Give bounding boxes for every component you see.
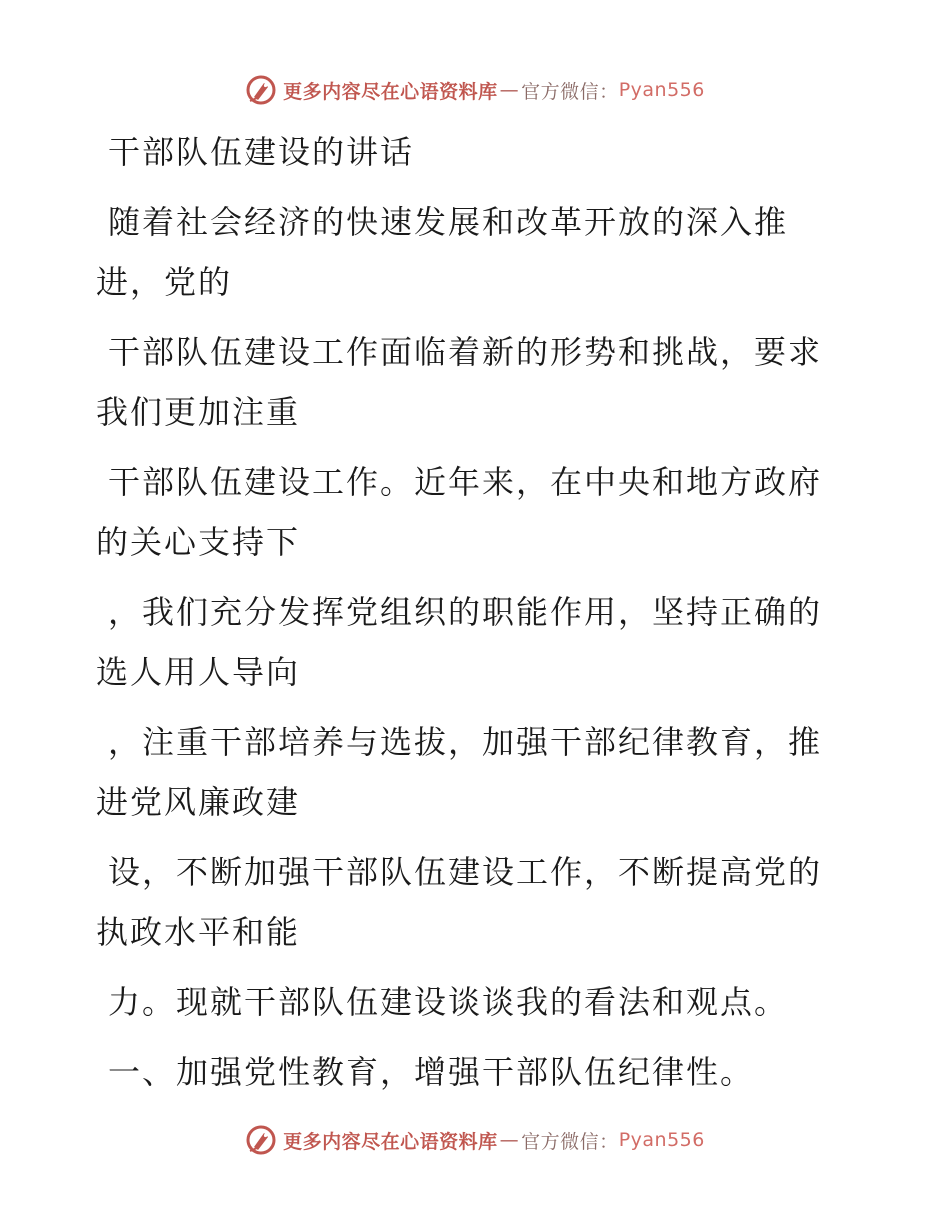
document-body bbox=[96, 122, 836, 1102]
paragraph-line: 设，不断加强干部队伍建设工作，不断提高党的 bbox=[108, 853, 823, 891]
pen-nib-logo-icon bbox=[245, 1124, 277, 1156]
section-heading: 一、加强党性教育，增强干部队伍纪律性。 bbox=[108, 1053, 755, 1091]
paragraph-line: 执政水平和能 bbox=[96, 913, 301, 951]
paragraph-line: ，注重干部培养与选拔，加强干部纪律教育，推 bbox=[108, 723, 823, 761]
header-banner bbox=[0, 70, 950, 110]
banner-main-text: 更多内容尽在心语资料库 bbox=[283, 1130, 498, 1153]
paragraph-line: 进党风廉政建 bbox=[96, 783, 301, 821]
paragraph-line: 的关心支持下 bbox=[96, 523, 301, 561]
paragraph-line: 力。现就干部队伍建设谈谈我的看法和观点。 bbox=[108, 983, 789, 1021]
document-title: 干部队伍建设的讲话 bbox=[108, 133, 415, 171]
paragraph-line: ，我们充分发挥党组织的职能作用，坚持正确的 bbox=[108, 593, 823, 631]
paragraph-line: 我们更加注重 bbox=[96, 393, 301, 431]
banner-main-text: 更多内容尽在心语资料库 bbox=[283, 80, 498, 103]
paragraph-line: 进，党的 bbox=[96, 263, 233, 301]
pen-nib-logo-icon bbox=[245, 74, 277, 106]
banner-wechat-label: 官方微信： bbox=[521, 80, 619, 103]
banner-wechat-id: Pyan556 bbox=[618, 1129, 705, 1151]
paragraph-line: 干部队伍建设工作。近年来，在中央和地方政府 bbox=[108, 463, 823, 501]
footer-banner bbox=[0, 1120, 950, 1160]
paragraph-line: 选人用人导向 bbox=[96, 653, 301, 691]
paragraph-line: 干部队伍建设工作面临着新的形势和挑战，要求 bbox=[108, 333, 823, 371]
paragraph-line: 随着社会经济的快速发展和改革开放的深入推 bbox=[108, 203, 789, 241]
banner-wechat-label: 官方微信： bbox=[521, 1130, 619, 1153]
banner-separator: — bbox=[499, 1129, 520, 1151]
banner-separator: — bbox=[499, 79, 520, 101]
banner-wechat-id: Pyan556 bbox=[618, 79, 705, 101]
